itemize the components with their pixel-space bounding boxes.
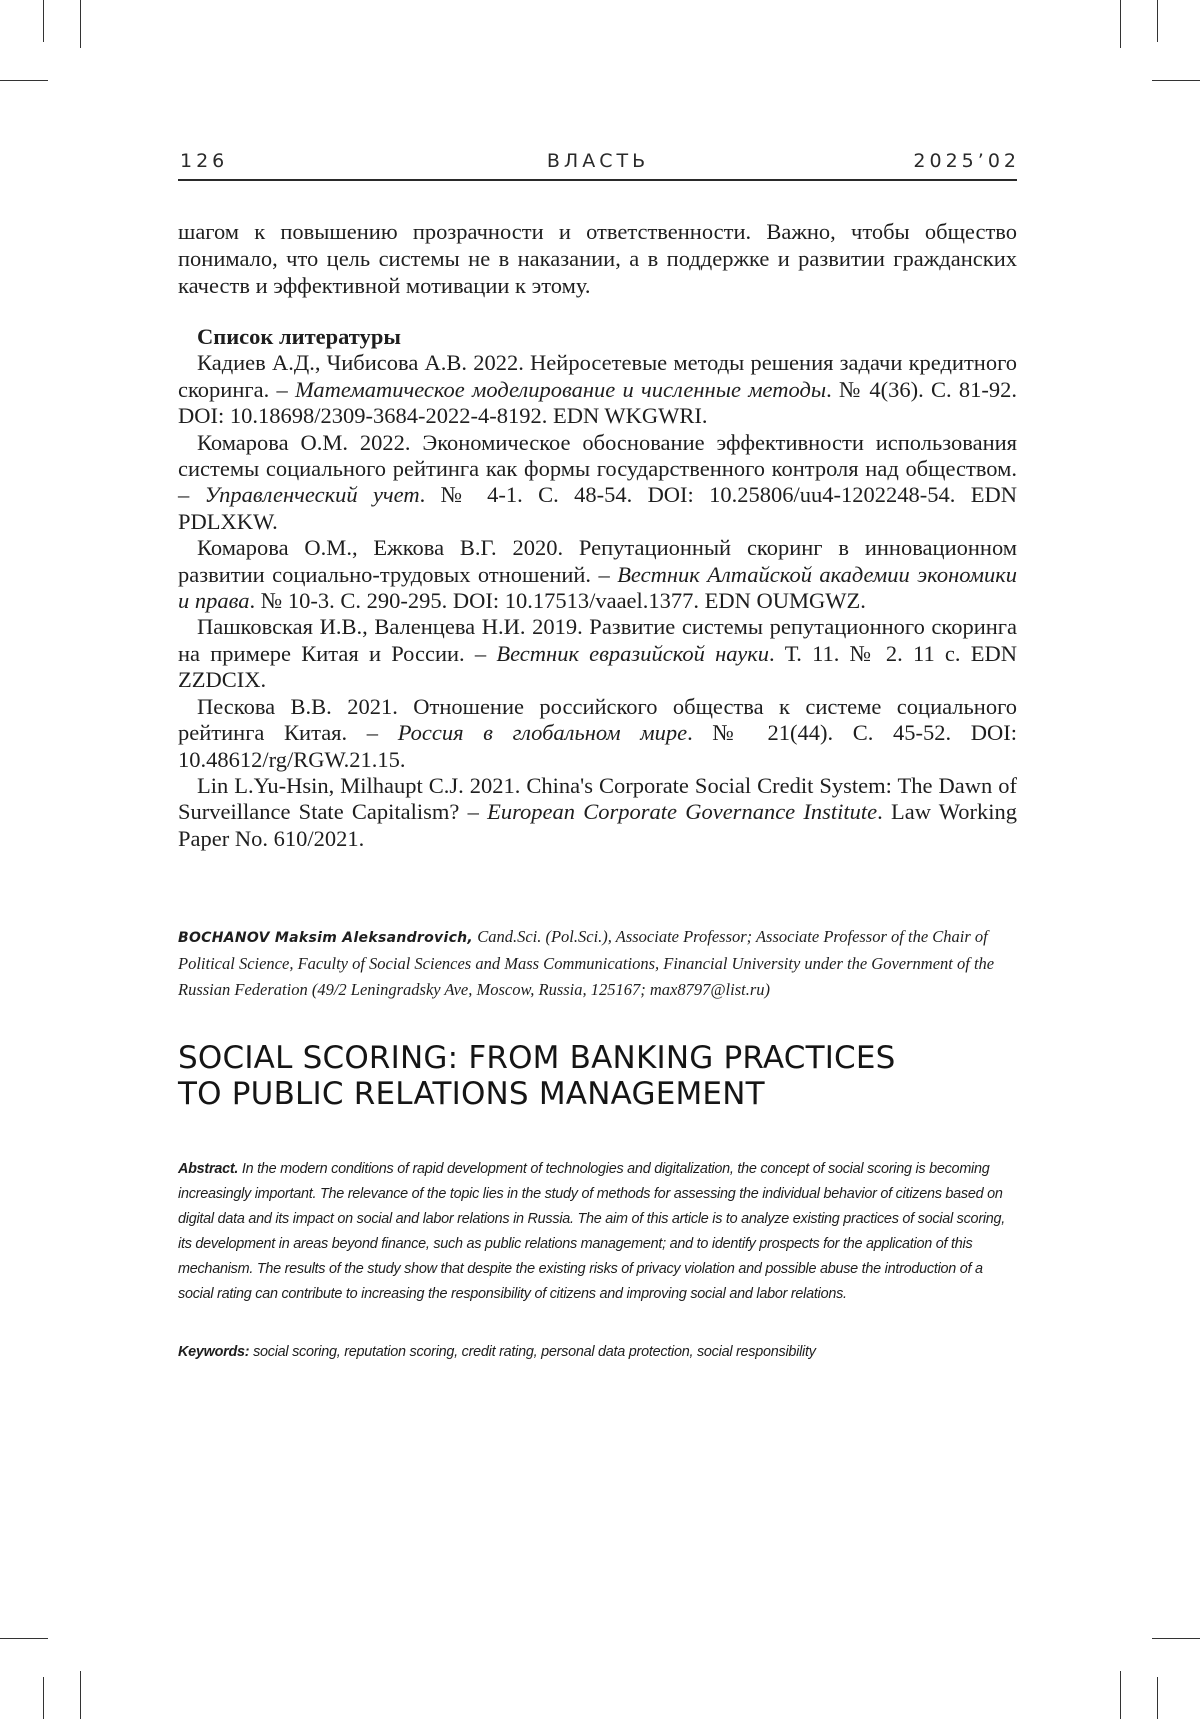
abstract-text: In the modern conditions of rapid development of technologies and digitalization, the concept of social scoring is becoming increasingly important. The relevance of the topic lies in the study of methods for assessing the individual behavior of citizens based on digital data and its impact on social and labor relations in Russia. The aim of this article is to analyze existing practices of social scoring, its development in areas beyond finance, such as public relations management; and to identify prospects for the application of this mechanism. The results of the study show that despite the existing risks of privacy violation and possible abuse the introduction of a social rating can contribute to increasing the responsibility of citizens and improving social and labor relations. — [178, 1161, 1005, 1302]
reference-item: Lin L.Yu-Hsin, Milhaupt C.J. 2021. China's Corporate Social Credit System: The Dawn of Surveillance State Capitalism? – European Corporate Governance Institute. Law Working Paper No. 610/2021. — [178, 773, 1017, 852]
english-article-title: SOCIAL SCORING: FROM BANKING PRACTICES TO PUBLIC RELATIONS MANAGEMENT — [178, 1040, 1017, 1112]
keywords — [178, 1340, 1008, 1365]
reference-source: European Corporate Governance Institute — [487, 799, 877, 824]
page-number: 126 — [180, 150, 228, 172]
keywords-label: Keywords: — [178, 1344, 249, 1360]
crop-mark — [80, 1671, 81, 1719]
crop-mark — [1152, 1638, 1200, 1639]
header-rule — [178, 179, 1017, 181]
body-paragraph: шагом к повышению прозрачности и ответственности. Важно, чтобы общество понимало, что цель системы не в наказании, а в поддержке и развитии гражданских качеств и эффективной мотивации к этому. — [178, 219, 1017, 299]
author-info — [178, 924, 1017, 1003]
issue-number: 2025’02 — [913, 150, 1020, 172]
crop-mark — [1120, 1671, 1121, 1719]
journal-title: ВЛАСТЬ — [180, 150, 1016, 172]
crop-mark — [43, 0, 44, 42]
crop-mark — [1152, 80, 1200, 81]
crop-mark — [1120, 0, 1121, 48]
reference-item: Кадиев А.Д., Чибисова А.В. 2022. Нейросетевые методы решения задачи кредитного скоринга. – Математическое моделирование и численные методы. № 4(36). С. 81-92. DOI: 10.18698/2309-3684-2022-4-8192. EDN WKGWRI. — [178, 350, 1017, 429]
reference-source: Россия в глобальном мире — [398, 720, 687, 745]
crop-mark — [1157, 0, 1158, 42]
references-heading: Список литературы — [178, 324, 1017, 350]
reference-item: Комарова О.М., Ежкова В.Г. 2020. Репутационный скоринг в инновационном развитии социально-трудовых отношений. – Вестник Алтайской академии экономики и права. № 10-3. С. 290-295. DOI: 10.17513/vaael.1377. EDN OUMGWZ. — [178, 535, 1017, 614]
reference-item: Пескова В.В. 2021. Отношение российского общества к системе социального рейтинга Китая. – Россия в глобальном мире. № 21(44). С. 45-52. DOI: 10.48612/rg/RGW.21.15. — [178, 694, 1017, 773]
abstract-label: Abstract. — [178, 1161, 238, 1177]
crop-mark — [1157, 1677, 1158, 1719]
reference-item: Пашковская И.В., Валенцева Н.И. 2019. Развитие системы репутационного скоринга на примере Китая и России. – Вестник евразийской науки. Т. 11. № 2. 11 с. EDN ZZDCIX. — [178, 614, 1017, 693]
references-section — [178, 324, 1017, 852]
crop-mark — [0, 1638, 48, 1639]
reference-list — [178, 350, 1017, 852]
reference-source: Вестник Алтайской академии экономики и права — [178, 562, 1017, 613]
crop-mark — [0, 80, 48, 81]
author-name: BOCHANOV Maksim Aleksandrovich, — [178, 930, 473, 946]
crop-mark — [43, 1677, 44, 1719]
reference-source: Вестник евразийской науки — [496, 641, 769, 666]
reference-source: Математическое моделирование и численные методы — [295, 377, 826, 402]
author-details: Cand.Sci. (Pol.Sci.), Associate Professor; Associate Professor of the Chair of Political Science, Faculty of Social Sciences and Mass Communications, Financial University under the Government of the Russian Federation (49/2 Leningradsky Ave, Moscow, Russia, 125167; max8797@list.ru) — [178, 927, 994, 999]
reference-source: Управленческий учет — [205, 482, 420, 507]
keywords-text: social scoring, reputation scoring, credit rating, personal data protection, social responsibility — [249, 1344, 815, 1360]
reference-item: Комарова О.М. 2022. Экономическое обоснование эффективности использования системы социального рейтинга как формы государственного контроля над обществом. – Управленческий учет. № 4-1. С. 48-54. DOI: 10.25806/uu4-1202248-54. EDN PDLXKW. — [178, 430, 1017, 536]
crop-mark — [80, 0, 81, 48]
abstract — [178, 1157, 1008, 1307]
